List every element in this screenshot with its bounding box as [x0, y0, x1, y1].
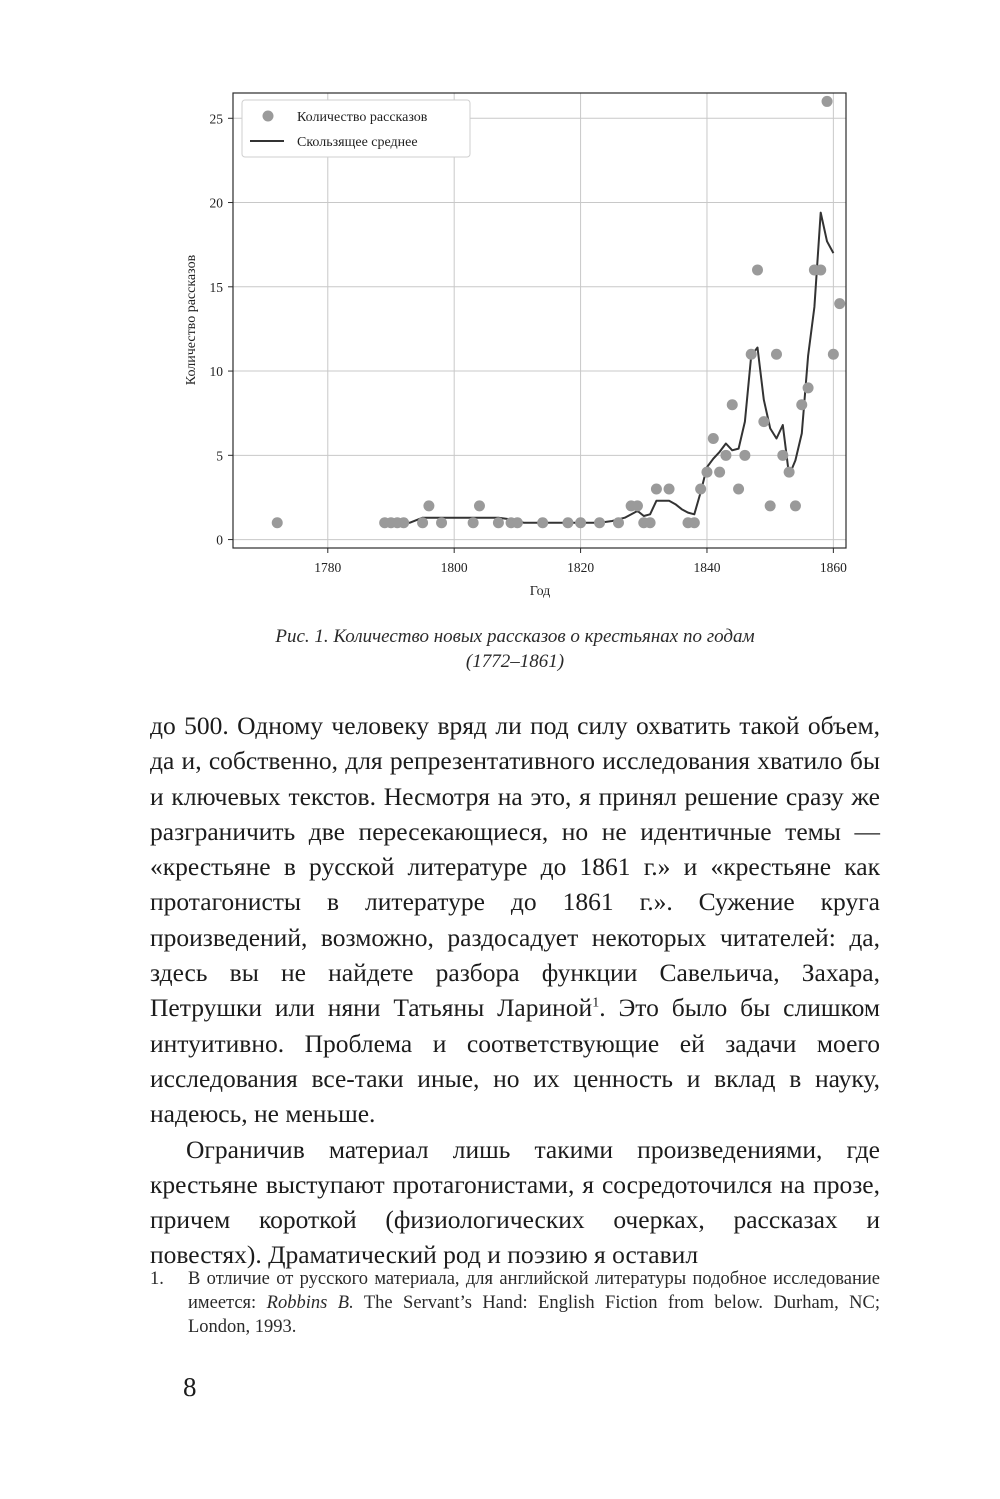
data-point [468, 517, 479, 528]
figure-caption [150, 624, 880, 674]
y-axis-ticks [210, 111, 234, 547]
data-point [708, 433, 719, 444]
plot-area-frame [233, 93, 846, 548]
data-point [398, 517, 409, 528]
figure-caption-line-2: (1772–1861) [465, 651, 565, 672]
paragraph-1-tail: . Это было бы слишком интуитивно. Проблема и соответствующие ей задачи моего исследования все-таки иные, но их ценность и вклад в науку, надеюсь, не меньше. [150, 993, 880, 1129]
paragraph-1 [150, 708, 880, 1132]
x-tick-label: 1800 [440, 560, 468, 575]
y-tick-label: 0 [216, 532, 223, 548]
data-point [796, 399, 807, 410]
data-point [645, 517, 656, 528]
paragraph-2-text: Ограничив материал лишь такими произведениями, где крестьяне выступают протагонистами, я сосредоточился на прозе, причем короткой (физиологических очерках, рассказах и повестях). Драматический род и поэзию я оставил [150, 1134, 880, 1270]
data-point [828, 349, 839, 360]
y-tick-label: 5 [216, 448, 223, 464]
data-point [784, 467, 795, 478]
data-point [815, 264, 826, 275]
data-point [720, 450, 731, 461]
data-point [834, 298, 845, 309]
data-point [771, 349, 782, 360]
data-point [664, 484, 675, 495]
y-tick-label: 15 [209, 279, 223, 295]
data-point [695, 484, 706, 495]
data-point [739, 450, 750, 461]
data-point [714, 467, 725, 478]
data-point [777, 450, 788, 461]
x-axis-ticks [314, 548, 847, 575]
data-point [803, 382, 814, 393]
data-point [752, 264, 763, 275]
data-point [822, 96, 833, 107]
data-point [746, 349, 757, 360]
x-tick-label: 1840 [693, 560, 721, 575]
data-point [436, 517, 447, 528]
x-axis-label: Год [529, 584, 551, 599]
data-point [575, 517, 586, 528]
legend-label-points: Количество рассказов [297, 110, 428, 125]
data-point [689, 517, 700, 528]
page-number: 8 [183, 1372, 197, 1402]
footnote-author: Robbins B. [266, 1293, 354, 1313]
data-point [765, 500, 776, 511]
data-point [701, 467, 712, 478]
data-point [727, 399, 738, 410]
footnote [150, 1267, 880, 1339]
data-point [790, 500, 801, 511]
footnote-text-before: В отличие от русского материала, для английской литературы подобное исследование имеется: [188, 1269, 880, 1313]
moving-average-line [385, 213, 834, 523]
data-point [474, 500, 485, 511]
figure-chart [170, 85, 870, 605]
footnote-number: 1. [150, 1269, 164, 1289]
data-point [537, 517, 548, 528]
chart-line-layer [385, 213, 834, 523]
footnote-text [188, 1267, 880, 1339]
data-point [272, 517, 283, 528]
paragraph-1-text: до 500. Одному человеку вряд ли под силу охватить такой объем, да и, собственно, для репрезентативного исследования хватило бы и ключевых текстов. Несмотря на это, я принял решение сразу же разграничить две пересекающиеся, но не идентичные темы — «крестьяне в русской литературе до 1861 г.» и «крестьяне как протагонисты в литературе до 1861 г.». Сужение круга произведений, возможно, раздосадует некоторых читателей: да, здесь вы не найдете разбора функции Савельича, Захара, Петрушки или няни Татьяны Лариной [150, 711, 880, 1023]
chart-point-layer [272, 96, 845, 528]
footnote-reference[interactable]: 1 [592, 995, 600, 1011]
y-tick-label: 20 [209, 195, 223, 211]
x-tick-label: 1860 [819, 560, 847, 575]
data-point [594, 517, 605, 528]
data-point [758, 416, 769, 427]
data-point [632, 500, 643, 511]
paragraph-2 [150, 1132, 880, 1273]
data-point [493, 517, 504, 528]
data-point [423, 500, 434, 511]
data-point [651, 484, 662, 495]
footnote-text-after: The Servant’s Hand: English Fiction from below. Durham, NC; London, 1993. [188, 1293, 880, 1337]
x-tick-label: 1820 [567, 560, 595, 575]
chart-legend [242, 100, 470, 157]
y-tick-label: 10 [209, 364, 223, 380]
data-point [562, 517, 573, 528]
chart-grid [233, 93, 846, 548]
legend-marker-points [263, 111, 274, 122]
data-point [733, 484, 744, 495]
data-point [613, 517, 624, 528]
x-tick-label: 1780 [314, 560, 342, 575]
y-tick-label: 25 [209, 111, 223, 127]
data-point [417, 517, 428, 528]
legend-label-line: Скользящее среднее [297, 135, 418, 150]
data-point [512, 517, 523, 528]
figure-caption-line-1: Рис. 1. Количество новых рассказов о крестьянах по годам [275, 626, 755, 647]
body-text [150, 708, 880, 1273]
y-axis-label: Количество рассказов [184, 254, 199, 386]
